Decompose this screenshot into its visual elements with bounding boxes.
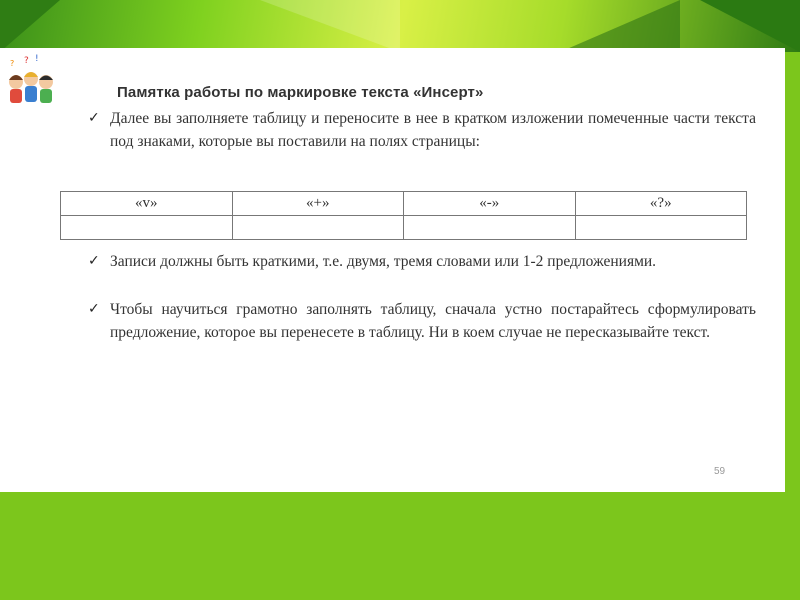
bullet-item bbox=[88, 250, 756, 273]
insert-marking-table bbox=[60, 191, 747, 240]
children-cartoon-icon bbox=[2, 52, 60, 108]
svg-text:!: ! bbox=[35, 54, 39, 64]
decorative-header-band bbox=[0, 0, 800, 52]
bullet-text: Далее вы заполняете таблицу и переносите в нее в кратком изложении помеченные части текста под знаками, которые вы поставили на полях страницы: bbox=[110, 110, 756, 150]
check-mark-icon: ✓ bbox=[88, 301, 100, 317]
svg-text:?: ? bbox=[24, 56, 29, 66]
table-header-cell: «v» bbox=[61, 192, 233, 216]
table-row bbox=[61, 216, 747, 240]
table-header-row bbox=[61, 192, 747, 216]
svg-text:?: ? bbox=[10, 59, 15, 68]
check-mark-icon: ✓ bbox=[88, 253, 100, 269]
table-header-cell: «-» bbox=[404, 192, 576, 216]
check-mark-icon: ✓ bbox=[88, 110, 100, 126]
table-cell bbox=[61, 216, 233, 240]
table-cell bbox=[232, 216, 404, 240]
table-cell bbox=[404, 216, 576, 240]
table-cell bbox=[575, 216, 747, 240]
page-number: 59 bbox=[714, 466, 726, 477]
page-title: Памятка работы по маркировке текста «Инсерт» bbox=[117, 84, 484, 101]
bullet-item bbox=[88, 107, 756, 153]
bullet-text: Записи должны быть краткими, т.е. двумя, тремя словами или 1-2 предложениями. bbox=[110, 253, 657, 270]
table-header-cell: «+» bbox=[232, 192, 404, 216]
bullet-item bbox=[88, 298, 756, 344]
document-page bbox=[0, 48, 785, 492]
table-header-cell: «?» bbox=[575, 192, 747, 216]
bullet-text: Чтобы научиться грамотно заполнять таблицу, сначала устно постарайтесь сформулировать предложение, которое вы перенесете в таблицу. Ни в коем случае не пересказывайте текст. bbox=[110, 301, 756, 341]
